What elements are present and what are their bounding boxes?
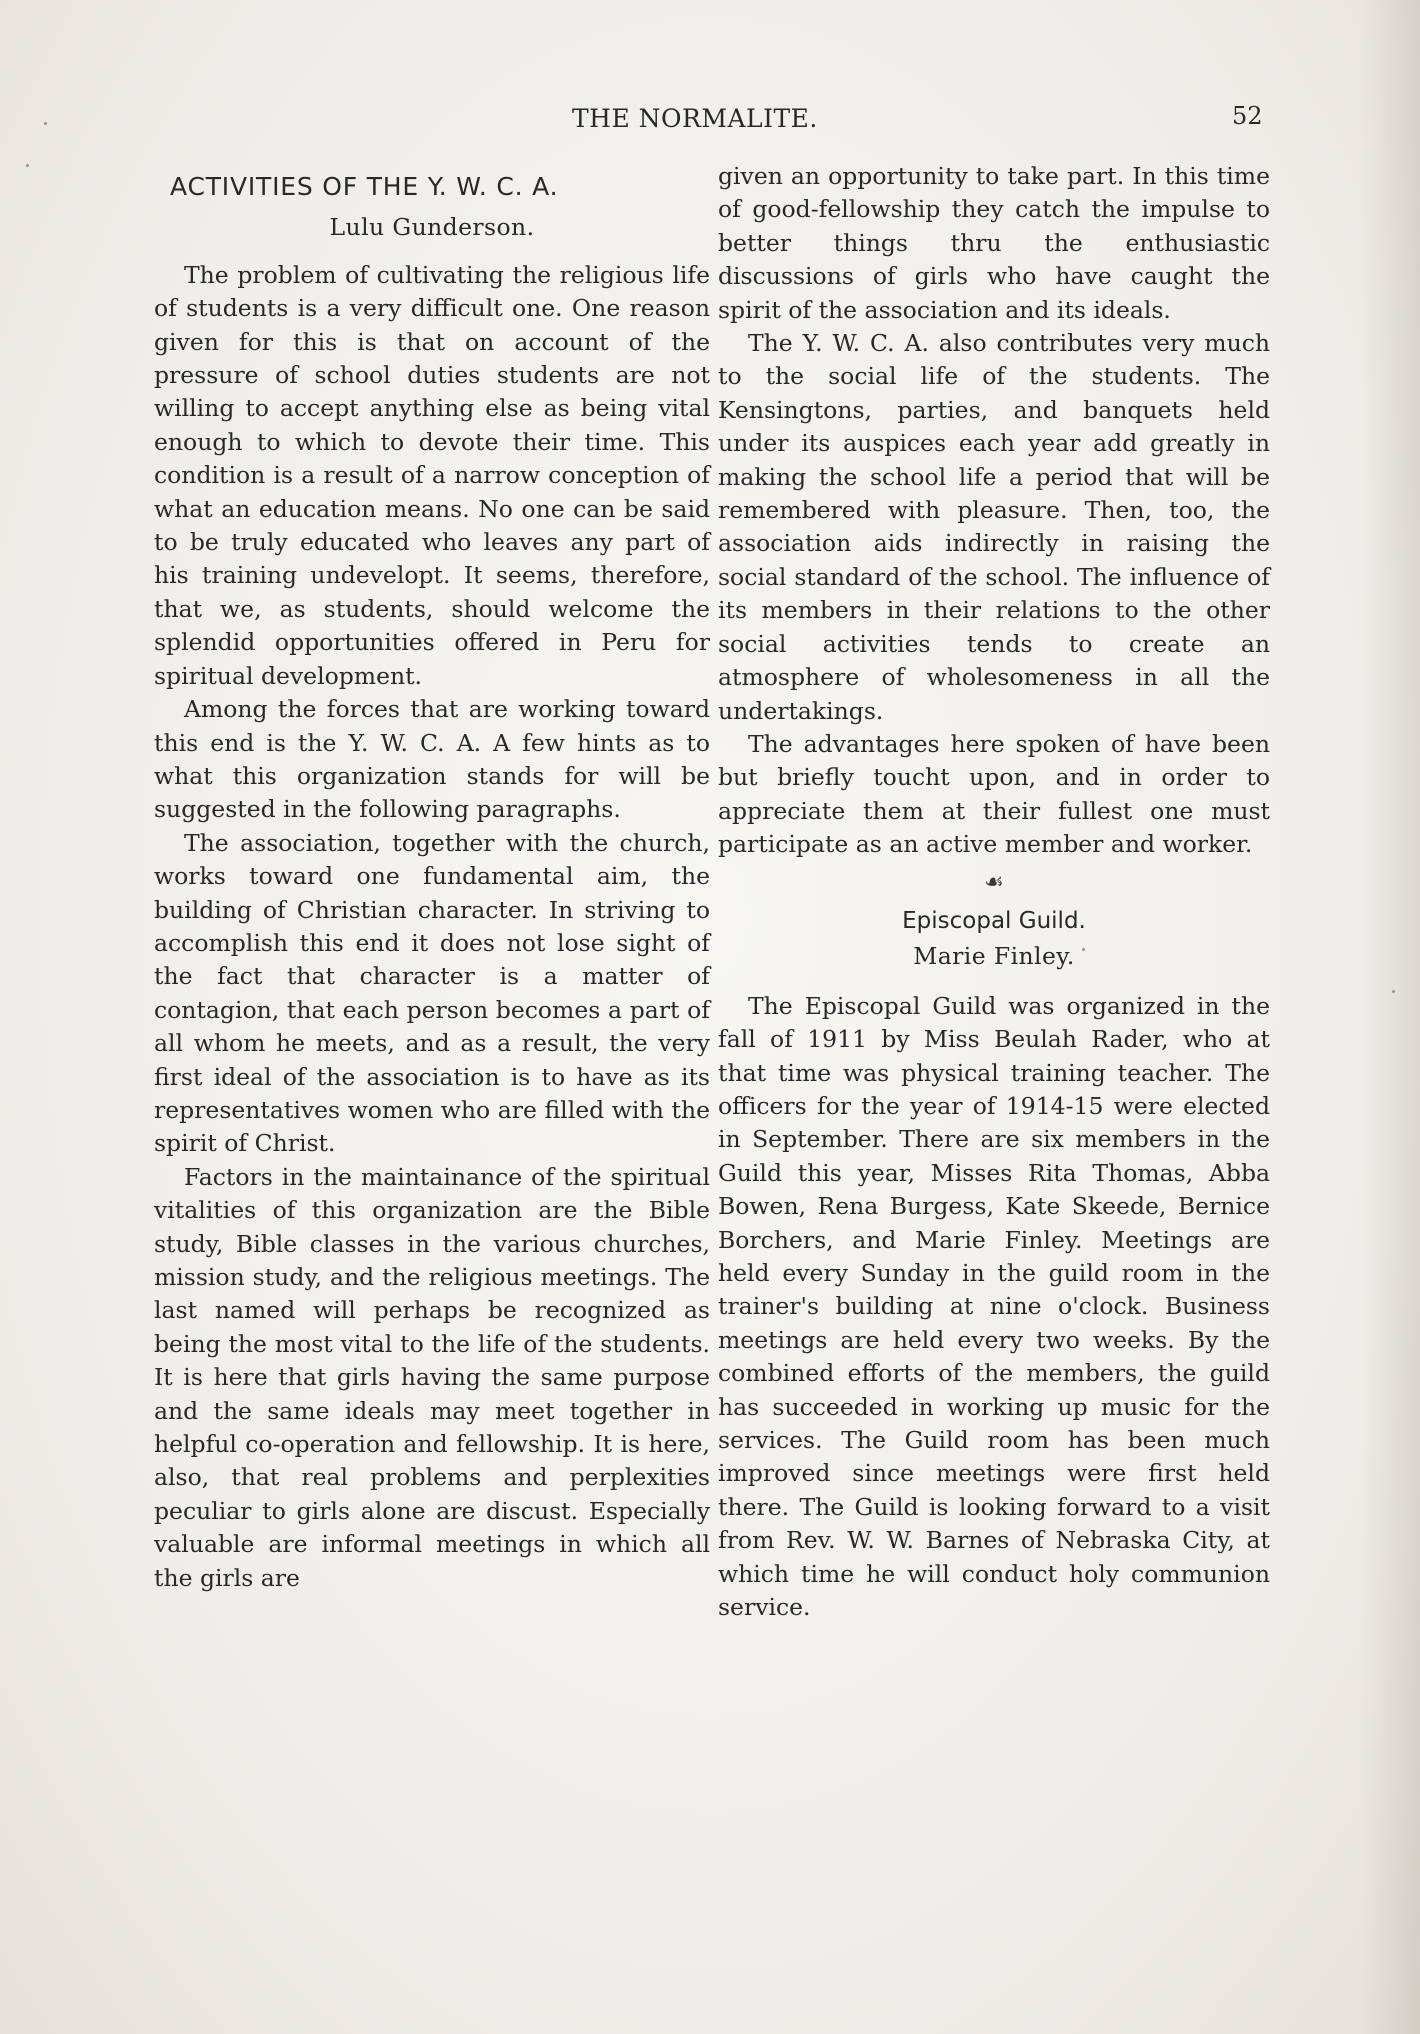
paragraph: The advantages here spoken of have been but briefly toucht upon, and in order to appreciate them at their fullest one must participate as an active member and worker. <box>718 729 1270 859</box>
paragraph: The Y. W. C. A. also contributes very much to the social life of the students. The Kensingtons, parties, and banquets held under its auspices each year add greatly in making the school life a period that will be remembered with pleasure. Then, too, the association aids indirectly in raising the social standard of the school. The influence of its members in their relations to the other social activities tends to create an atmosphere of wholesomeness in all the undertakings. <box>718 329 1270 725</box>
article-title-ywca: ACTIVITIES OF THE Y. W. C. A. <box>170 172 559 201</box>
journal-title: THE NORMALITE. <box>572 104 818 133</box>
paragraph: Among the forces that are working toward this end is the Y. W. C. A. A few hints as to what this organization stands for will be suggested in the following paragraphs. <box>154 695 710 824</box>
paper-speck <box>26 164 29 167</box>
paragraph: The association, together with the church, works toward one fundamental aim, the building of Christian character. In striving to accomplish this end it does not lose sight of the fact that character is a matter of contagion, that each person becomes a part of all whom he meets, and as a result, the very first ideal of the association is to have as its representatives women who are filled with the spirit of Christ. <box>154 828 710 1158</box>
article-byline-episcopal-guild: Marie Finley. <box>913 942 1075 971</box>
left-column <box>154 160 710 1595</box>
page-edge-shadow <box>1360 0 1420 2034</box>
right-column <box>718 160 1270 1624</box>
paragraph: The Episcopal Guild was organized in the fall of 1911 by Miss Beulah Rader, who at that time was physical training teacher. The officers for the year of 1914-15 were elected in September. There are six members in the Guild this year, Misses Rita Thomas, Abba Bowen, Rena Burgess, Kate Skeede, Bernice Borchers, and Marie Finley. Meetings are held every Sunday in the guild room in the trainer's building at nine o'clock. Business meetings are held every two weeks. By the combined efforts of the members, the guild has succeeded in working up music for the services. The Guild room has been much improved since meetings were first held there. The Guild is looking forward to a visit from Rev. W. W. Barnes of Nebraska City, at which time he will conduct holy communion service. <box>718 991 1270 1622</box>
running-head <box>0 104 1420 144</box>
article-byline-ywca: Lulu Gunderson. <box>329 213 535 242</box>
paragraph-continued: given an opportunity to take part. In this time of good-fellowship they catch the impulse to better things thru the enthusiastic discussions of girls who have caught the spirit of the association and its ideals. <box>718 162 1270 324</box>
page-number: 52 <box>1232 102 1263 130</box>
paper-speck <box>1392 990 1395 993</box>
paragraph: The problem of cultivating the religious life of students is a very difficult one. One reason given for this is that on account of the pressure of school duties students are not willing to accept anything else as being vital enough to which to devote their time. This condition is a result of a narrow conception of what an education means. No one can be said to be truly educated who leaves any part of his training undevelopt. It seems, therefore, that we, as students, should welcome the splendid opportunities offered in Peru for spiritual development. <box>154 260 710 690</box>
paragraph: Factors in the maintainance of the spiritual vitalities of this organization are the Bible study, Bible classes in the various churches, mission study, and the religious meetings. The last named will perhaps be recognized as being the most vital to the life of the students. It is here that girls having the same purpose and the same ideals may meet together in helpful co-operation and fellowship. It is here, also, that real problems and perplexities peculiar to girls alone are discust. Especially valuable are informal meetings in which all the girls are <box>154 1162 710 1592</box>
article-title-episcopal-guild: Episcopal Guild. <box>902 907 1086 934</box>
section-ornament: ☙ <box>984 869 1004 895</box>
